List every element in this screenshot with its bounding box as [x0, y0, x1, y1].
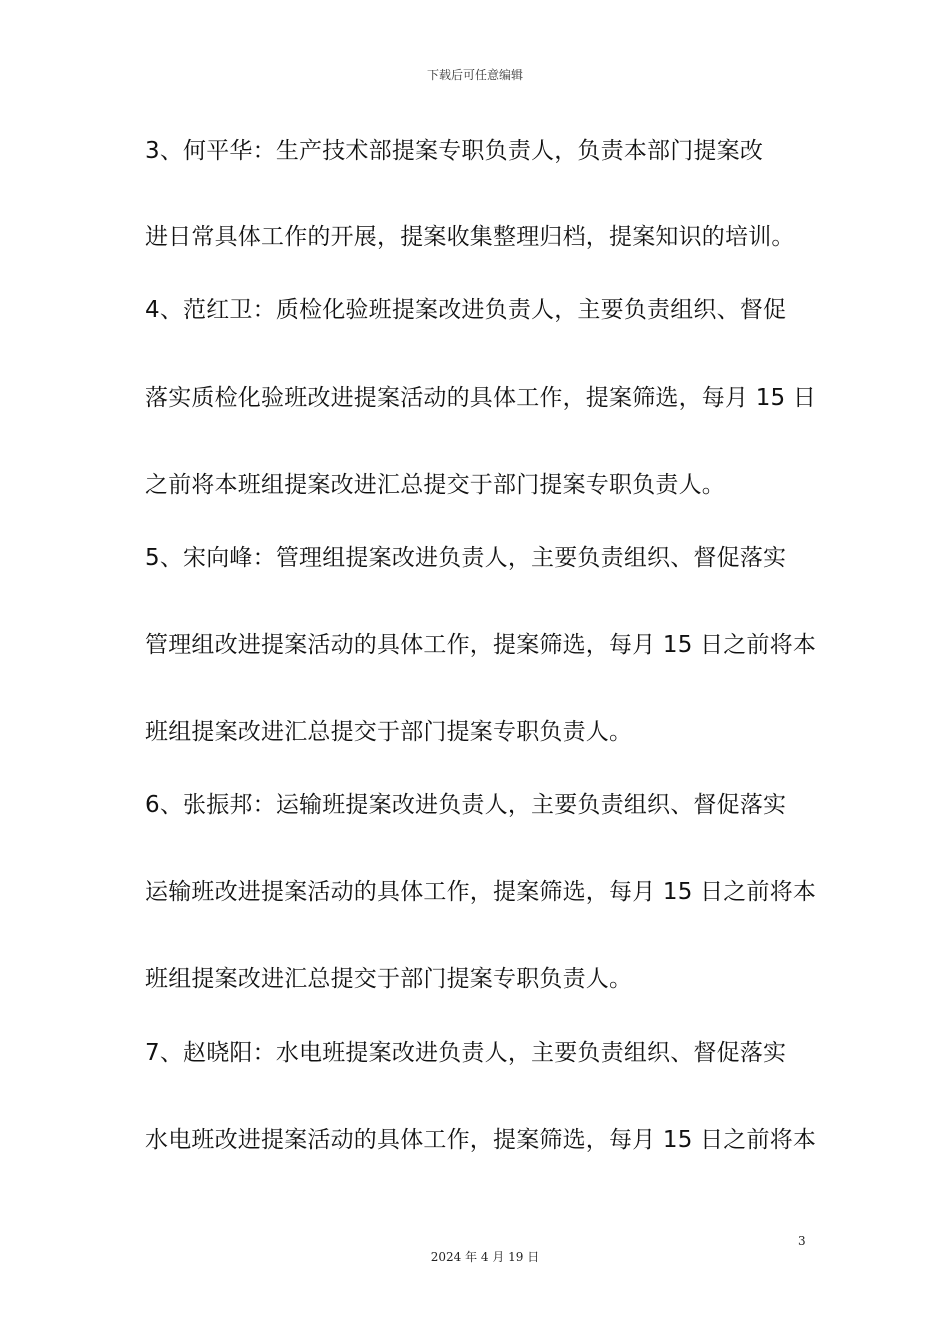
page-number: 3	[798, 1234, 806, 1248]
footer-date: 2024 年 4 月 19 日	[430, 1250, 540, 1264]
paragraph-line: 落实质检化验班改进提案活动的具体工作，提案筛选，每月 15 日	[145, 385, 817, 411]
paragraph-line: 5、宋向峰：管理组提案改进负责人，主要负责组织、督促落实	[145, 545, 787, 571]
paragraph-line: 之前将本班组提案改进汇总提交于部门提案专职负责人。	[145, 472, 725, 498]
paragraph-line: 进日常具体工作的开展，提案收集整理归档，提案知识的培训。	[145, 224, 795, 250]
paragraph-line: 4、范红卫：质检化验班提案改进负责人，主要负责组织、督促	[145, 297, 787, 323]
paragraph-line: 班组提案改进汇总提交于部门提案专职负责人。	[145, 966, 633, 992]
paragraph-line: 7、赵晓阳：水电班提案改进负责人，主要负责组织、督促落实	[145, 1040, 787, 1066]
paragraph-line: 3、何平华：生产技术部提案专职负责人，负责本部门提案改	[145, 138, 764, 164]
paragraph-line: 班组提案改进汇总提交于部门提案专职负责人。	[145, 719, 633, 745]
paragraph-line: 运输班改进提案活动的具体工作，提案筛选，每月 15 日之前将本	[145, 879, 817, 905]
paragraph-line: 管理组改进提案活动的具体工作，提案筛选，每月 15 日之前将本	[145, 632, 817, 658]
paragraph-line: 水电班改进提案活动的具体工作，提案筛选，每月 15 日之前将本	[145, 1127, 817, 1153]
paragraph-line: 6、张振邦：运输班提案改进负责人，主要负责组织、督促落实	[145, 792, 787, 818]
page-header: 下载后可任意编辑	[426, 68, 523, 82]
